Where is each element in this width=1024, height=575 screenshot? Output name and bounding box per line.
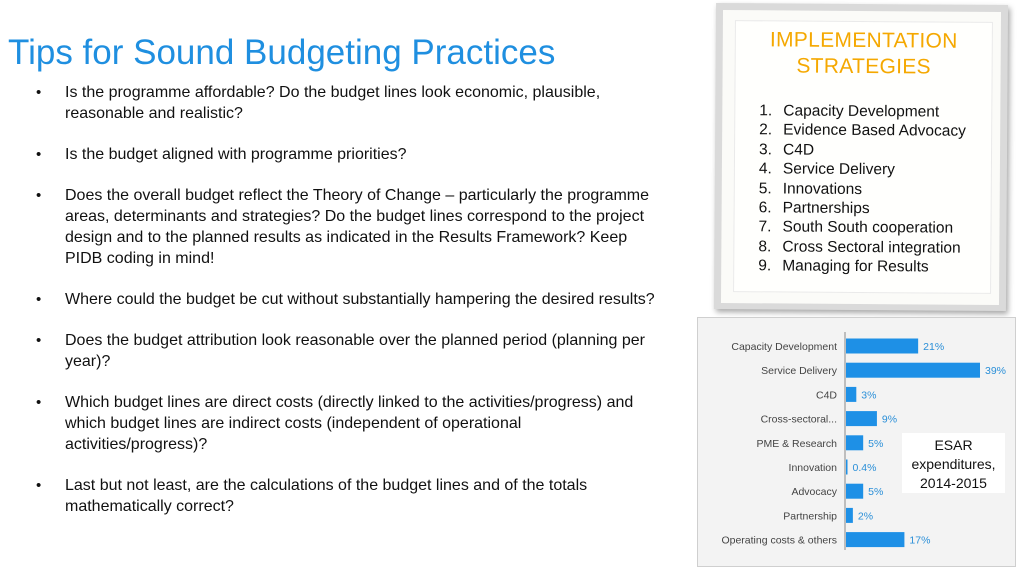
- strategy-number: 7.: [758, 218, 772, 236]
- bullet-item: [36, 330, 661, 372]
- bullet-text: Which budget lines are direct costs (directly linked to the activities/progress) and which budget lines are indirect costs (independent of operational activities/progress)?: [65, 394, 634, 453]
- bullet-text: Where could the budget be cut without substantially hampering the desired results?: [65, 291, 655, 308]
- strategy-item: [759, 121, 966, 142]
- strategy-number: 2.: [759, 121, 773, 139]
- strategy-number: 8.: [758, 238, 772, 256]
- strategy-number: 9.: [758, 257, 772, 275]
- bullet-item: [36, 392, 661, 455]
- category-label: Cross-sectoral...: [760, 413, 837, 426]
- bar: [846, 460, 848, 475]
- bar: [846, 339, 918, 354]
- value-label: 5%: [868, 486, 884, 499]
- bullet-item: [36, 475, 661, 517]
- strategies-card-paper: [733, 20, 993, 294]
- bar: [846, 508, 853, 523]
- bullet-dot: •: [36, 477, 42, 494]
- bar: [846, 435, 863, 450]
- strategies-title-line2: STRATEGIES: [796, 54, 931, 79]
- bullet-text: Is the budget aligned with programme priorities?: [65, 146, 407, 163]
- strategy-item: [759, 140, 966, 161]
- strategy-label: C4D: [782, 141, 815, 159]
- esar-note: [902, 433, 1005, 493]
- bullet-dot: •: [36, 146, 42, 163]
- strategy-label: Evidence Based Advocacy: [783, 121, 966, 141]
- strategy-item: [759, 198, 966, 219]
- category-label: Operating costs & others: [721, 534, 837, 547]
- strategy-label: Cross Sectoral integration: [782, 238, 961, 257]
- category-label: Service Delivery: [761, 365, 837, 378]
- bullet-item: [36, 82, 661, 124]
- strategy-label: South South cooperation: [782, 218, 954, 238]
- category-label: Capacity Development: [731, 341, 837, 353]
- strategies-list: [758, 101, 966, 277]
- category-label: Innovation: [788, 462, 837, 474]
- strategy-label: Innovations: [782, 180, 863, 198]
- bullet-text: Is the programme affordable? Do the budget lines look economic, plausible, reasonable and realistic?: [65, 84, 601, 122]
- bar: [846, 387, 856, 402]
- bullet-dot: •: [36, 332, 42, 349]
- strategy-item: [759, 101, 966, 122]
- value-label: 5%: [868, 437, 884, 450]
- category-label: Partnership: [783, 510, 837, 523]
- strategies-title: [736, 27, 992, 81]
- value-label: 2%: [857, 510, 874, 523]
- strategy-item: [759, 160, 966, 181]
- esar-note-line2: expenditures,: [911, 456, 996, 472]
- esar-note-line1: ESAR: [934, 437, 973, 453]
- strategy-item: [758, 237, 965, 258]
- category-label: Advocacy: [791, 486, 837, 499]
- value-label: 21%: [923, 341, 945, 353]
- implementation-strategies-card: [721, 10, 1001, 305]
- value-label: 9%: [881, 413, 898, 426]
- bullet-text: Does the budget attribution look reasonable over the planned period (planning per year)?: [65, 332, 645, 370]
- esar-note-line3: 2014-2015: [920, 475, 987, 491]
- bullet-text: Last but not least, are the calculations of the budget lines and of the totals mathematically correct?: [65, 477, 588, 515]
- bar: [846, 411, 877, 426]
- bar: [846, 484, 863, 499]
- bullet-dot: •: [36, 291, 42, 308]
- strategy-item: [759, 179, 966, 200]
- strategy-label: Service Delivery: [782, 160, 895, 179]
- value-label: 0.4%: [852, 462, 877, 474]
- bullet-dot: •: [36, 84, 42, 101]
- strategies-title-line1: IMPLEMENTATION: [769, 28, 958, 53]
- bullet-text: Does the overall budget reflect the Theory of Change – particularly the programme areas, determinants and strategies? Do the budget lines correspond to the project design and to the planned results as indicated in the Results Framework? Keep PIDB coding in mind!: [65, 187, 650, 267]
- strategy-label: Capacity Development: [783, 102, 940, 121]
- strategy-label: Managing for Results: [782, 257, 929, 276]
- value-label: 39%: [985, 365, 1007, 378]
- bullet-item: [36, 144, 661, 165]
- tips-bullet-list: [36, 82, 661, 537]
- category-label: C4D: [815, 389, 837, 402]
- strategy-item: [758, 257, 965, 278]
- strategy-number: 1.: [759, 102, 773, 120]
- slide-title: Tips for Sound Budgeting Practices: [8, 33, 556, 73]
- value-label: 3%: [861, 389, 877, 402]
- bar: [846, 532, 904, 547]
- strategy-number: 6.: [758, 199, 772, 217]
- strategy-number: 5.: [758, 179, 772, 198]
- bullet-dot: •: [36, 187, 42, 204]
- bullet-item: [36, 289, 661, 310]
- strategy-label: Partnerships: [782, 199, 870, 218]
- strategy-item: [758, 218, 965, 239]
- bullet-dot: •: [36, 394, 42, 411]
- bullet-item: [36, 185, 661, 269]
- category-label: PME & Research: [756, 437, 837, 450]
- strategy-number: 3.: [758, 141, 773, 159]
- strategy-number: 4.: [758, 160, 772, 178]
- value-label: 17%: [909, 534, 931, 547]
- bar: [846, 363, 980, 378]
